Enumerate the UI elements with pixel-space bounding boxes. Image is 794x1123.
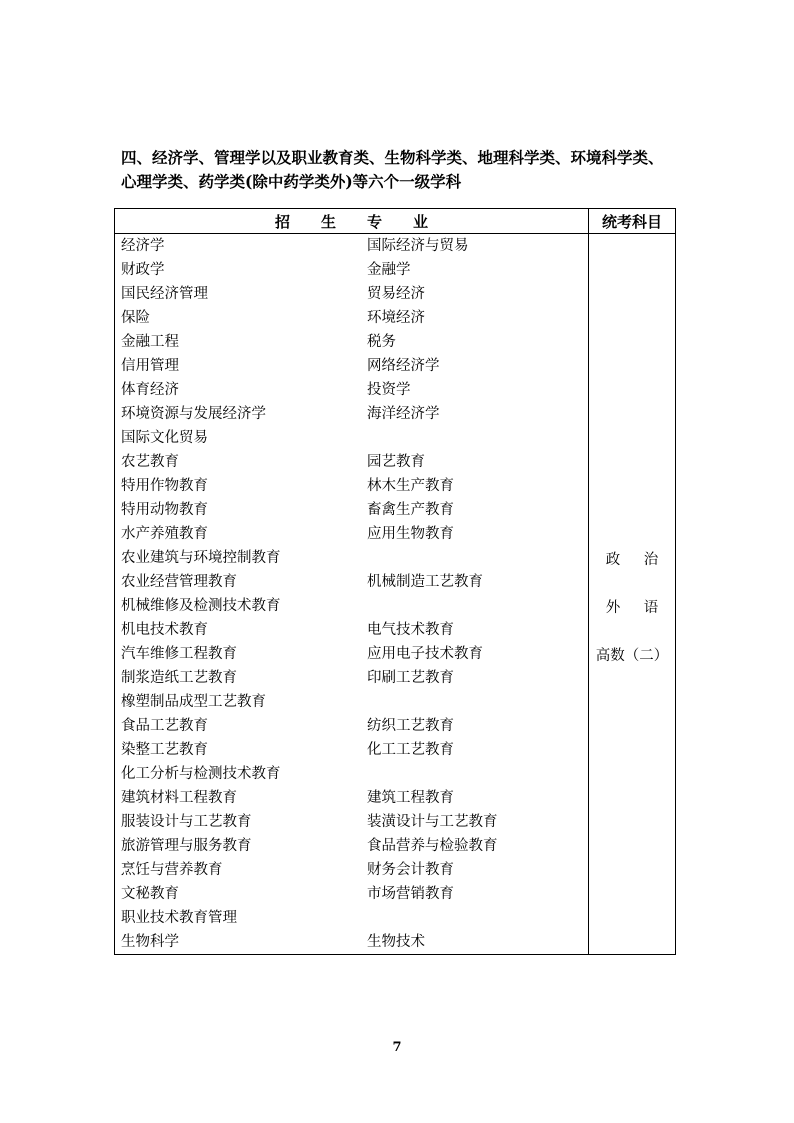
table-row <box>115 690 588 714</box>
major-left: 服装设计与工艺教育 <box>121 814 252 830</box>
table-row <box>115 882 588 906</box>
major-left: 金融工程 <box>121 334 179 350</box>
table-row <box>115 594 588 618</box>
major-right: 建筑工程教育 <box>367 790 454 806</box>
table-row <box>115 402 588 426</box>
major-right <box>367 426 588 450</box>
table-row <box>115 906 588 930</box>
table-row <box>115 498 588 522</box>
major-left: 旅游管理与服务教育 <box>121 838 252 854</box>
major-right: 环境经济 <box>367 310 425 326</box>
table-row <box>115 762 588 786</box>
exam-subjects-cell <box>589 234 676 955</box>
page-number: 7 <box>392 1040 402 1055</box>
major-left: 国民经济管理 <box>121 286 208 302</box>
major-left: 经济学 <box>121 238 165 254</box>
majors-table <box>114 208 676 955</box>
major-left: 文秘教育 <box>121 886 179 902</box>
major-right <box>367 762 588 786</box>
major-right: 应用电子技术教育 <box>367 646 483 662</box>
major-right: 纺织工艺教育 <box>367 718 454 734</box>
major-left: 体育经济 <box>121 382 179 398</box>
major-left: 农业经营管理教育 <box>121 574 237 590</box>
header-exam-subjects: 统考科目 <box>589 209 676 234</box>
major-left: 建筑材料工程教育 <box>121 790 237 806</box>
major-right: 机械制造工艺教育 <box>367 574 483 590</box>
subject-foreign-language: 外 语 <box>605 600 659 616</box>
section-heading-line-2: 心理学类、药学类(除中药学类外)等六个一级学科 <box>121 172 462 191</box>
table-row <box>115 834 588 858</box>
table-row <box>115 570 588 594</box>
table-row <box>115 330 588 354</box>
major-left: 国际文化贸易 <box>121 430 208 446</box>
section-heading-line-1: 四、经济学、管理学以及职业教育类、生物科学类、地理科学类、环境科学类、 <box>121 148 664 167</box>
major-right: 海洋经济学 <box>367 406 440 422</box>
major-right: 园艺教育 <box>367 454 425 470</box>
major-right: 网络经济学 <box>367 358 440 374</box>
header-majors: 招 生 专 业 <box>115 209 589 234</box>
major-left: 染整工艺教育 <box>121 742 208 758</box>
major-right: 林木生产教育 <box>367 478 454 494</box>
major-left: 特用作物教育 <box>121 478 208 494</box>
table-row <box>115 522 588 546</box>
table-row <box>115 786 588 810</box>
major-right: 金融学 <box>367 262 411 278</box>
table-row <box>115 258 588 282</box>
section-heading <box>121 146 681 194</box>
major-left: 汽车维修工程教育 <box>121 646 237 662</box>
major-right: 畜禽生产教育 <box>367 502 454 518</box>
major-right: 应用生物教育 <box>367 526 454 542</box>
table-row <box>115 474 588 498</box>
major-right: 化工工艺教育 <box>367 742 454 758</box>
table-row <box>115 618 588 642</box>
major-left: 信用管理 <box>121 358 179 374</box>
major-right: 装潢设计与工艺教育 <box>367 814 498 830</box>
table-row <box>115 426 588 450</box>
major-left: 农业建筑与环境控制教育 <box>121 550 281 566</box>
major-left: 食品工艺教育 <box>121 718 208 734</box>
major-left: 职业技术教育管理 <box>121 910 237 926</box>
table-row <box>115 858 588 882</box>
major-left: 烹饪与营养教育 <box>121 862 223 878</box>
exam-subjects-list <box>589 548 675 692</box>
major-right: 食品营养与检验教育 <box>367 838 498 854</box>
table-row <box>115 930 588 954</box>
major-left: 农艺教育 <box>121 454 179 470</box>
table-row <box>115 642 588 666</box>
major-left: 特用动物教育 <box>121 502 208 518</box>
table-row <box>115 546 588 570</box>
table-row <box>115 666 588 690</box>
table-row <box>115 306 588 330</box>
table-row <box>115 714 588 738</box>
table-row <box>115 378 588 402</box>
major-right <box>367 690 588 714</box>
major-right: 生物技术 <box>367 934 425 950</box>
major-left: 机电技术教育 <box>121 622 208 638</box>
table-row <box>115 810 588 834</box>
major-right <box>367 906 588 930</box>
table-row <box>115 234 588 258</box>
major-left: 水产养殖教育 <box>121 526 208 542</box>
major-right <box>367 546 588 570</box>
major-left: 化工分析与检测技术教育 <box>121 766 281 782</box>
major-right: 市场营销教育 <box>367 886 454 902</box>
major-left: 制浆造纸工艺教育 <box>121 670 237 686</box>
major-left: 环境资源与发展经济学 <box>121 406 266 422</box>
major-left: 生物科学 <box>121 934 179 950</box>
table-header-row <box>115 209 676 234</box>
table-row <box>115 282 588 306</box>
major-right: 国际经济与贸易 <box>367 238 469 254</box>
majors-list <box>115 234 589 955</box>
major-right: 财务会计教育 <box>367 862 454 878</box>
subject-advanced-math: 高数（二） <box>595 648 669 664</box>
major-left: 机械维修及检测技术教育 <box>121 598 281 614</box>
major-right: 印刷工艺教育 <box>367 670 454 686</box>
major-right <box>367 594 588 618</box>
major-right: 税务 <box>367 334 396 350</box>
table-row <box>115 738 588 762</box>
table-row <box>115 354 588 378</box>
major-left: 保险 <box>121 310 150 326</box>
major-left: 橡塑制品成型工艺教育 <box>121 694 266 710</box>
subject-politics: 政 治 <box>605 552 659 568</box>
major-right: 贸易经济 <box>367 286 425 302</box>
major-right: 投资学 <box>367 382 411 398</box>
major-left: 财政学 <box>121 262 165 278</box>
major-right: 电气技术教育 <box>367 622 454 638</box>
table-row <box>115 450 588 474</box>
